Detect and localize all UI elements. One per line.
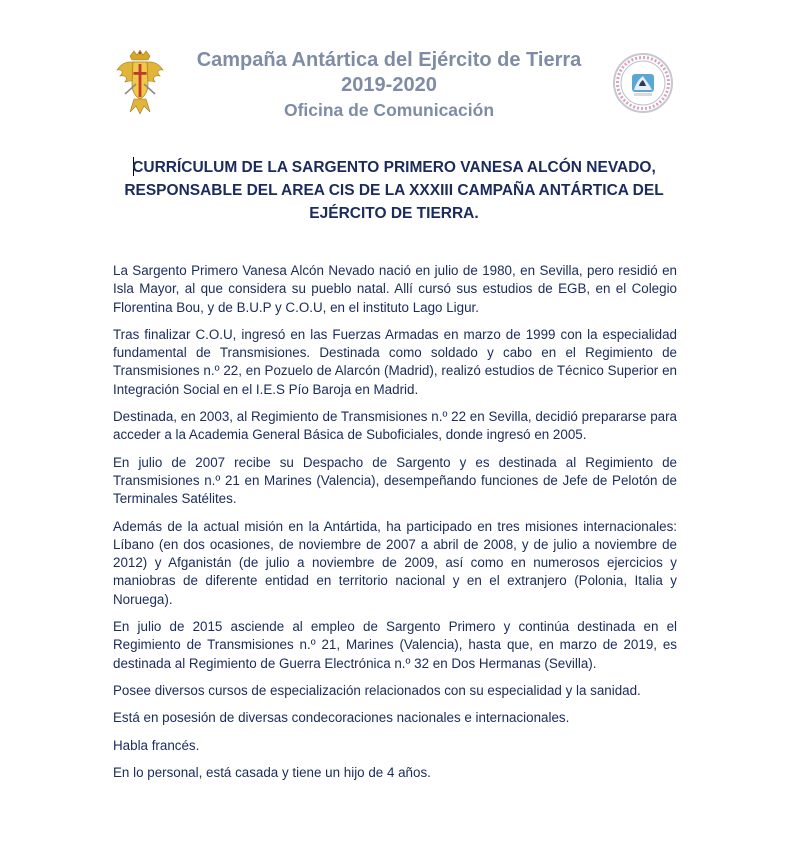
body-paragraph: En julio de 2015 asciende al empleo de Sargento Primero y continúa destinada en el Regimiento de Transmisiones n.º 21, Marines (Valencia), hasta que, en marzo de 2019, es destinada al Regimiento de Guerra Electrónica n.º 32 en Dos Hermanas (Sevilla). — [113, 619, 677, 671]
body-paragraph: Habla francés. — [113, 737, 200, 753]
document-header — [180, 48, 598, 122]
body-paragraph: La Sargento Primero Vanesa Alcón Nevado nació en julio de 1980, en Sevilla, pero residió en Isla Mayor, al que considera su pueblo natal. Allí cursó sus estudios de EGB, en el Colegio Florentina Bou, y de B.U.P y C.O.U, en el instituto Lago Ligur. — [113, 263, 677, 315]
antarctic-campaign-seal-icon — [612, 52, 674, 114]
document-title — [112, 156, 676, 225]
body-paragraph: En lo personal, está casada y tiene un hijo de 4 años. — [113, 764, 431, 780]
body-paragraph: Está en posesión de diversas condecoraciones nacionales e internacionales. — [113, 710, 570, 726]
header-office: Oficina de Comunicación — [283, 100, 495, 120]
body-paragraph: Destinada, en 2003, al Regimiento de Transmisiones n.º 22 en Sevilla, decidió prepararse para acceder a la Academia General Básica de Suboficiales, donde ingresó en 2005. — [113, 409, 677, 443]
title-line: CURRÍCULUM DE LA SARGENTO PRIMERO VANESA ALCÓN NEVADO, — [132, 159, 656, 176]
army-emblem-icon — [116, 50, 164, 116]
body-paragraph: Además de la actual misión en la Antártida, ha participado en tres misiones internacionales: Líbano (en dos ocasiones, de noviembre de 2007 a abril de 2008, y de julio a noviembre de 2012) y Afganistán (de julio a noviembre de 2009, así como en numerosos ejercicios y maniobras de diferente entidad en territorio nacional y en el extranjero (Polonia, Italia y Noruega). — [113, 518, 677, 607]
header-years: 2019-2020 — [341, 74, 437, 96]
body-paragraph: En julio de 2007 recibe su Despacho de Sargento y es destinada al Regimiento de Transmisiones n.º 21 en Marines (Valencia), desempeñando funciones de Jefe de Pelotón de Terminales Satélites. — [113, 454, 677, 507]
body-paragraph: Tras finalizar C.O.U, ingresó en las Fuerzas Armadas en marzo de 1999 con la especialidad fundamental de Transmisiones. Destinada como soldado y cabo en el Regimiento de Transmisiones n.º 22, en Pozuelo de Alarcón (Madrid), realizó estudios de Técnico Superior en Integración Social en el I.E.S Pío Baroja en Madrid. — [113, 326, 677, 397]
body-paragraph: Posee diversos cursos de especialización relacionados con su especialidad y la sanidad. — [113, 682, 641, 698]
title-line: RESPONSABLE DEL AREA CIS DE LA XXXIII CAMPAÑA ANTÁRTICA DEL — [124, 182, 664, 199]
header-title: Campaña Antártica del Ejército de Tierra — [196, 49, 582, 71]
title-line: EJÉRCITO DE TIERRA. — [309, 205, 479, 222]
document-body — [113, 262, 677, 791]
